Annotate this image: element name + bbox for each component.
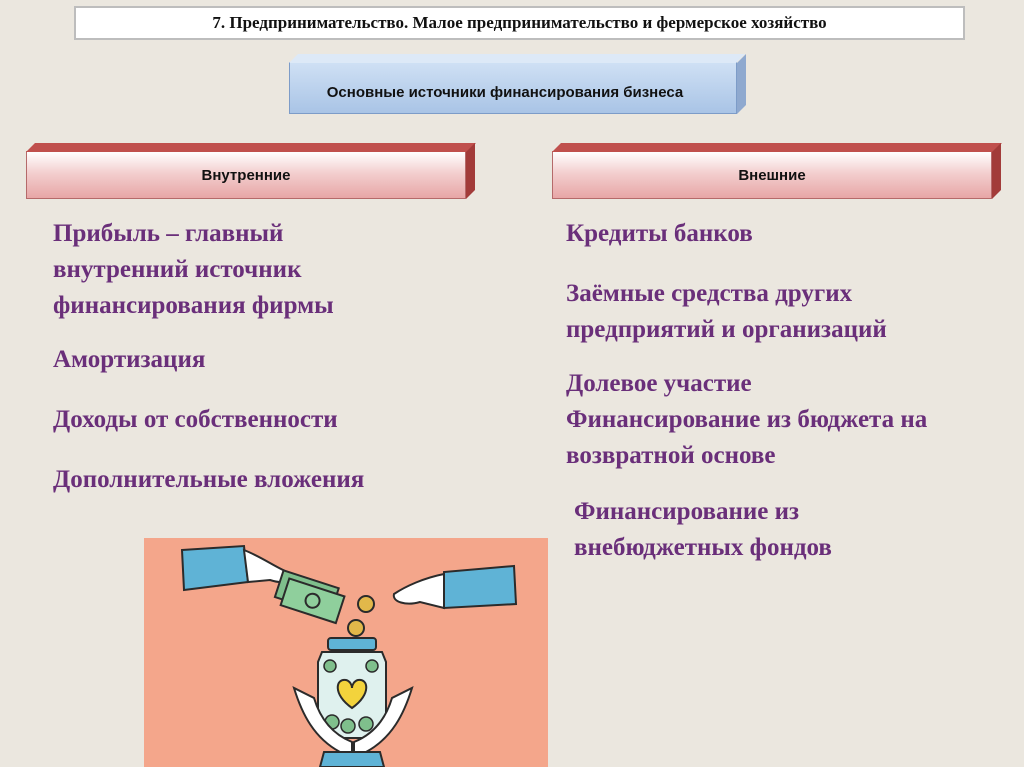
main-heading: Основные источники финансирования бизнеса [326,83,684,101]
external-sources-list [566,216,986,566]
external-heading-box [552,151,992,199]
hands-putting-money-into-jar-icon [144,538,548,767]
bevel-side [737,54,746,114]
internal-item: Доходы от собственности [53,406,338,433]
external-heading: Внешние [738,166,806,184]
internal-item: Амортизация [53,346,206,373]
external-item: Финансирование из бюджета на возвратной основе [566,406,928,469]
main-heading-box [289,62,737,114]
slide-title: 7. Предпринимательство. Малое предпринимательство и фермерское хозяйство [74,6,965,40]
external-item: Финансирование из внебюджетных фондов [574,498,832,561]
bevel-side [992,143,1001,199]
bevel-top [289,54,745,63]
external-item: Долевое участие [566,370,752,397]
internal-heading: Внутренние [201,166,291,184]
external-item: Кредиты банков [566,220,753,247]
bevel-top [552,143,1002,152]
money-jar-illustration [144,538,548,767]
internal-heading-box [26,151,466,199]
internal-item: Дополнительные вложения [53,466,365,493]
internal-item: Прибыль – главный внутренний источник финансирования фирмы [53,220,334,319]
internal-sources-list [53,216,493,498]
external-item: Заёмные средства других предприятий и организаций [566,280,887,343]
bevel-top [26,143,476,152]
bevel-side [466,143,475,199]
